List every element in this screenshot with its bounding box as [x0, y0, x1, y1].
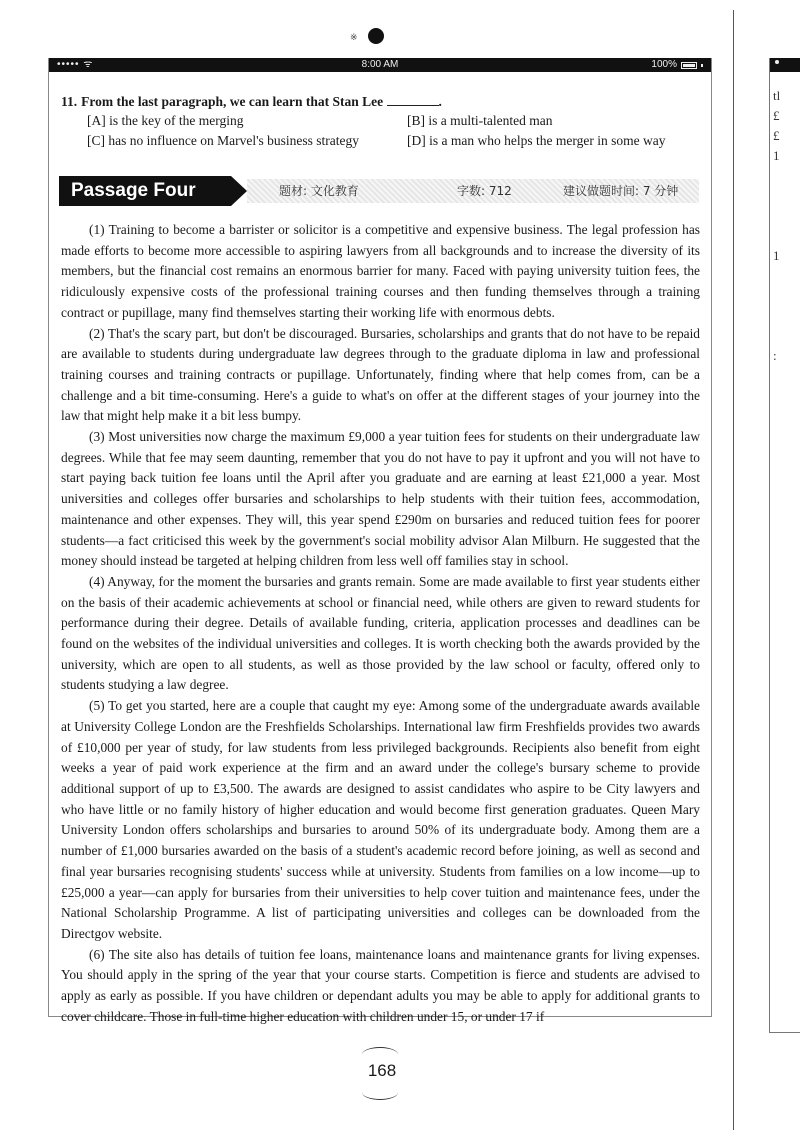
header-mark: ※ — [350, 33, 358, 43]
question-text: From the last paragraph, we can learn that Stan Lee — [81, 94, 384, 109]
banner-time: 建议做题时间: 7 分钟 — [563, 184, 679, 198]
paragraph-4: (4) Anyway, for the moment the bursaries and grants remain. Some are made available to first year students either on the basis of their academic achievements at school or financial need, while others are given to reward students for performance during their degree. Details of available funding, criteria, application processes and deadlines can be found on the websites of the individual universities and colleges. It is worth checking both the awards provided by the university, which are open to all students, as well as those provided by the law school or faculty, offered only to students studying a law degree. — [61, 573, 700, 693]
page-gutter-rule — [733, 10, 734, 1130]
paragraph-1: (1) Training to become a barrister or solicitor is a competitive and expensive business. The legal profession has made efforts to become more accessible to aspiring lawyers from all backgrounds and to increase the diversity of its members, but the financial cost remains an enormous barrier for many. Faced with paying university tuition fees, the ridiculously expensive costs of the professional training courses and then funding themselves through a training contract or pupillage, many find themselves starting their working life with enormous debts. — [61, 222, 700, 320]
page-frame — [48, 58, 712, 1024]
paragraph-2: (2) That's the scary part, but don't be discouraged. Bursaries, scholarships and grants that do not have to be repaid are available to students during undergraduate law degrees through to the graduate diploma in law and professional training courses and training contracts or pupillage. Unfortunately, finding where that help comes from, can be a challenge and a bit time-consuming. Here's a guide to what's on offer at the different stages of your journey into the law that might help make it a bit less bumpy. — [61, 325, 700, 424]
option-d[interactable]: [D] is a man who helps the merger in some way — [407, 133, 666, 148]
passage-body — [61, 220, 700, 1027]
option-b[interactable]: [B] is a multi-talented man — [407, 113, 553, 128]
paragraph-5: (5) To get you started, here are a couple that caught my eye: Among some of the undergraduate awards available at University College London are the Freshfields Scholarships. International law firm Freshfields provides two awards of £10,000 per year of study, for law students from less privileged backgrounds. Recipients also benefit from eight weeks a year of paid work experience at the firm and an award under the college's bursary scheme to provide additional support of up to £3,500. The awards are designed to assist candidates who aspire to be City lawyers and who have little or no family history of higher education and would become first generation graduates. Queen Mary University London offers scholarships and bursaries to around 50% of its undergraduate body. Among them are a number of £1,000 bursaries awarded on the basis of a student's academic record before joining, as well as second and final year bursaries recognising students' success while at university. Students from families on a low income—up to £25,000 a year—can apply for bursaries from their universities to help cover tuition and maintenance fees, under the National Scholarship Programme. A list of participating universities and colleges can be downloaded from the Directgov website. — [61, 698, 700, 941]
question-stem — [61, 92, 701, 111]
question-11 — [61, 92, 701, 151]
banner-arrow-icon — [231, 176, 247, 206]
banner-topic: 题材: 文化教育 — [279, 184, 359, 198]
battery-percent: 100% — [651, 59, 677, 70]
option-c[interactable]: [C] has no influence on Marvel's business strategy — [87, 133, 359, 148]
header-dot — [368, 28, 384, 44]
banner-word-count: 字数: 712 — [457, 184, 512, 198]
next-page-glyph: 1 — [773, 148, 780, 163]
paragraph-6: (6) The site also has details of tuition fee loans, maintenance loans and maintenance grants for living expenses. You should apply in the spring of the year that your course starts. Competition is fierce and students are advised to apply as early as possible. If you have children or dependant adults you may be able to apply for additional grants to cover childcare. Those in full-time higher education with children under 15, or under 17 if — [61, 946, 700, 1024]
page-number: 168 — [367, 1061, 397, 1080]
battery-tip — [701, 64, 703, 67]
next-page-glyph: : — [773, 348, 777, 363]
next-page-glyph: £ — [773, 128, 780, 143]
paragraph-3: (3) Most universities now charge the maximum £9,000 a year tuition fees for students on their undergraduate law degrees. While that fee may seem daunting, remember that you do not have to pay it upfront and you will not have to start paying back tuition fee loans until the April after you graduate and are earning at least £21,000 a year. Most universities and colleges offer bursaries and scholarships to help students with their tuition fees, accommodation, maintenance and other expenses. They will, this year spend £290m on bursaries and reduced tuition fees for poorer students—a fact criticised this week by the government's social mobility advisor Alan Milburn. He suggested that the money should instead be targeted at helping children from less well off families stay in school. — [61, 429, 700, 569]
passage-banner — [59, 176, 699, 206]
answer-blank — [387, 93, 439, 106]
next-page-edge — [769, 58, 800, 1033]
next-page-glyph: 1 — [773, 248, 780, 263]
next-page-glyph: £ — [773, 108, 780, 123]
next-page-status-bar — [770, 58, 800, 72]
page-arc-top — [362, 1047, 398, 1062]
question-end: . — [438, 94, 442, 109]
option-a[interactable]: [A] is the key of the merging — [87, 113, 244, 128]
signal-indicator: ••••• ᯤ — [57, 59, 94, 70]
passage-title: Passage Four — [59, 176, 231, 206]
status-time: 8:00 AM — [361, 59, 399, 70]
status-bar — [49, 58, 711, 72]
next-page-glyph: tl — [773, 88, 781, 103]
battery-status — [651, 58, 703, 72]
question-number: 11. — [61, 94, 78, 109]
page-number-badge — [352, 1047, 412, 1101]
battery-icon — [681, 62, 697, 69]
options — [61, 111, 701, 151]
page-arc-bottom — [362, 1085, 398, 1100]
banner-info — [247, 179, 699, 203]
